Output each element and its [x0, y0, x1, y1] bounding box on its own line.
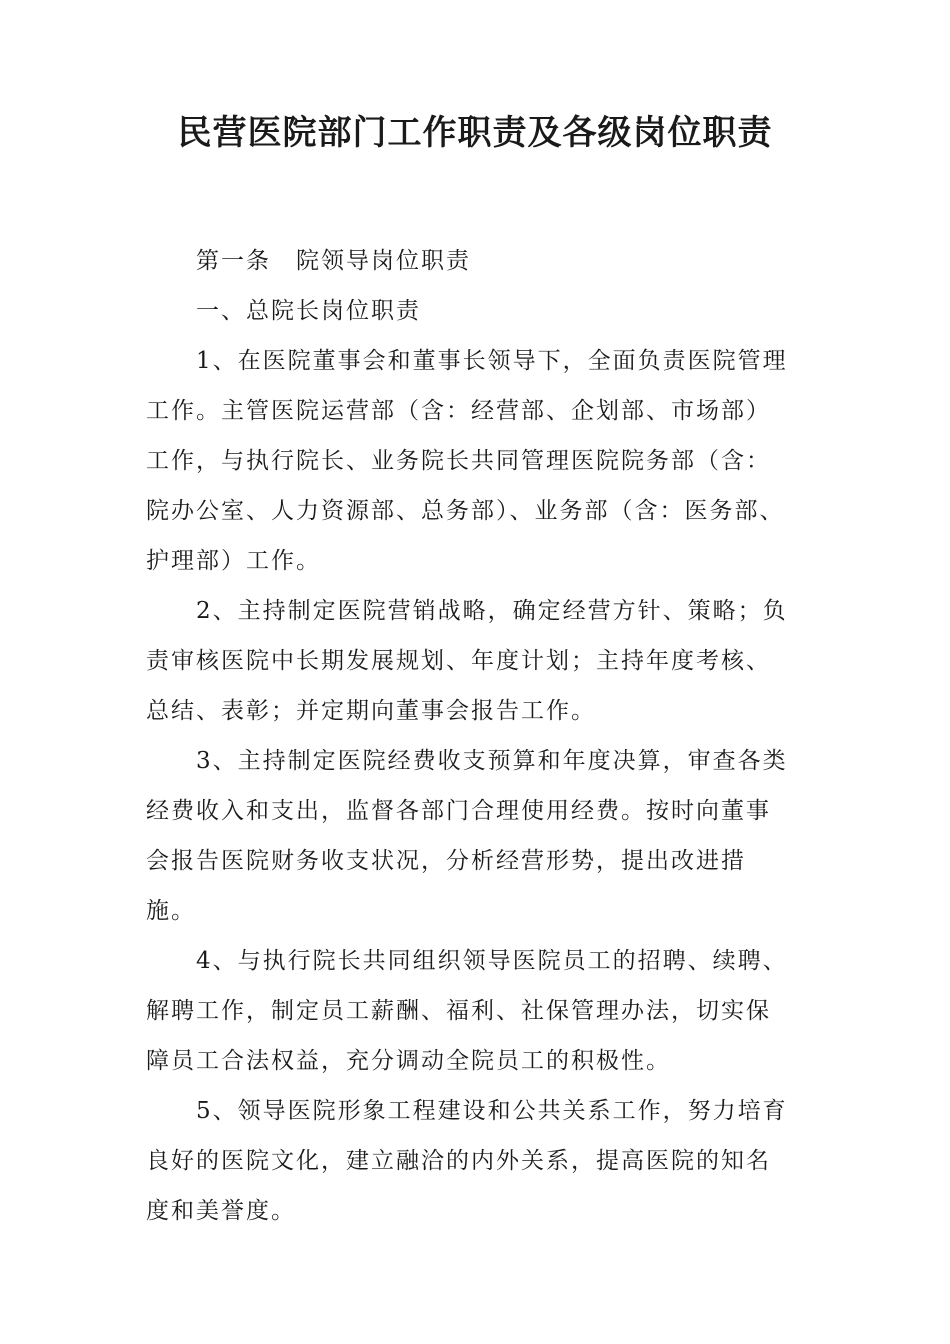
- paragraph-line: 3、主持制定医院经费收支预算和年度决算，审查各类: [196, 748, 788, 774]
- paragraph-line: 4、与执行院长共同组织领导医院员工的招聘、续聘、: [196, 948, 788, 974]
- paragraph-line: 工作，与执行院长、业务院长共同管理医院院务部（含：: [146, 448, 771, 474]
- paragraph-line: 责审核医院中长期发展规划、年度计划；主持年度考核、: [146, 648, 771, 674]
- paragraph-line: 工作。主管医院运营部（含：经营部、企划部、市场部）: [146, 398, 771, 424]
- paragraph-line: 经费收入和支出，监督各部门合理使用经费。按时向董事: [146, 798, 771, 824]
- paragraph-line: 障员工合法权益，充分调动全院员工的积极性。: [146, 1048, 671, 1074]
- paragraph-line: 施。: [146, 898, 196, 924]
- article-heading: 第一条 院领导岗位职责: [196, 248, 471, 274]
- document-body: [146, 236, 801, 1236]
- document-title: 民营医院部门工作职责及各级岗位职责: [177, 113, 773, 153]
- paragraph-line: 2、主持制定医院营销战略，确定经营方针、策略；负: [196, 598, 788, 624]
- paragraph-line: 良好的医院文化，建立融洽的内外关系，提高医院的知名: [146, 1148, 771, 1174]
- paragraph-line: 解聘工作，制定员工薪酬、福利、社保管理办法，切实保: [146, 998, 771, 1024]
- paragraph-line: 总结、表彰；并定期向董事会报告工作。: [146, 698, 596, 724]
- paragraph-line: 5、领导医院形象工程建设和公共关系工作，努力培育: [196, 1098, 788, 1124]
- section-heading: 一、总院长岗位职责: [196, 298, 421, 324]
- paragraph-line: 院办公室、人力资源部、总务部）、业务部（含：医务部、: [146, 498, 785, 524]
- paragraph-line: 会报告医院财务收支状况，分析经营形势，提出改进措: [146, 848, 746, 874]
- paragraph-line: 度和美誉度。: [146, 1198, 296, 1224]
- paragraph-line: 护理部）工作。: [146, 548, 321, 574]
- paragraph-line: 1、在医院董事会和董事长领导下，全面负责医院管理: [196, 348, 788, 374]
